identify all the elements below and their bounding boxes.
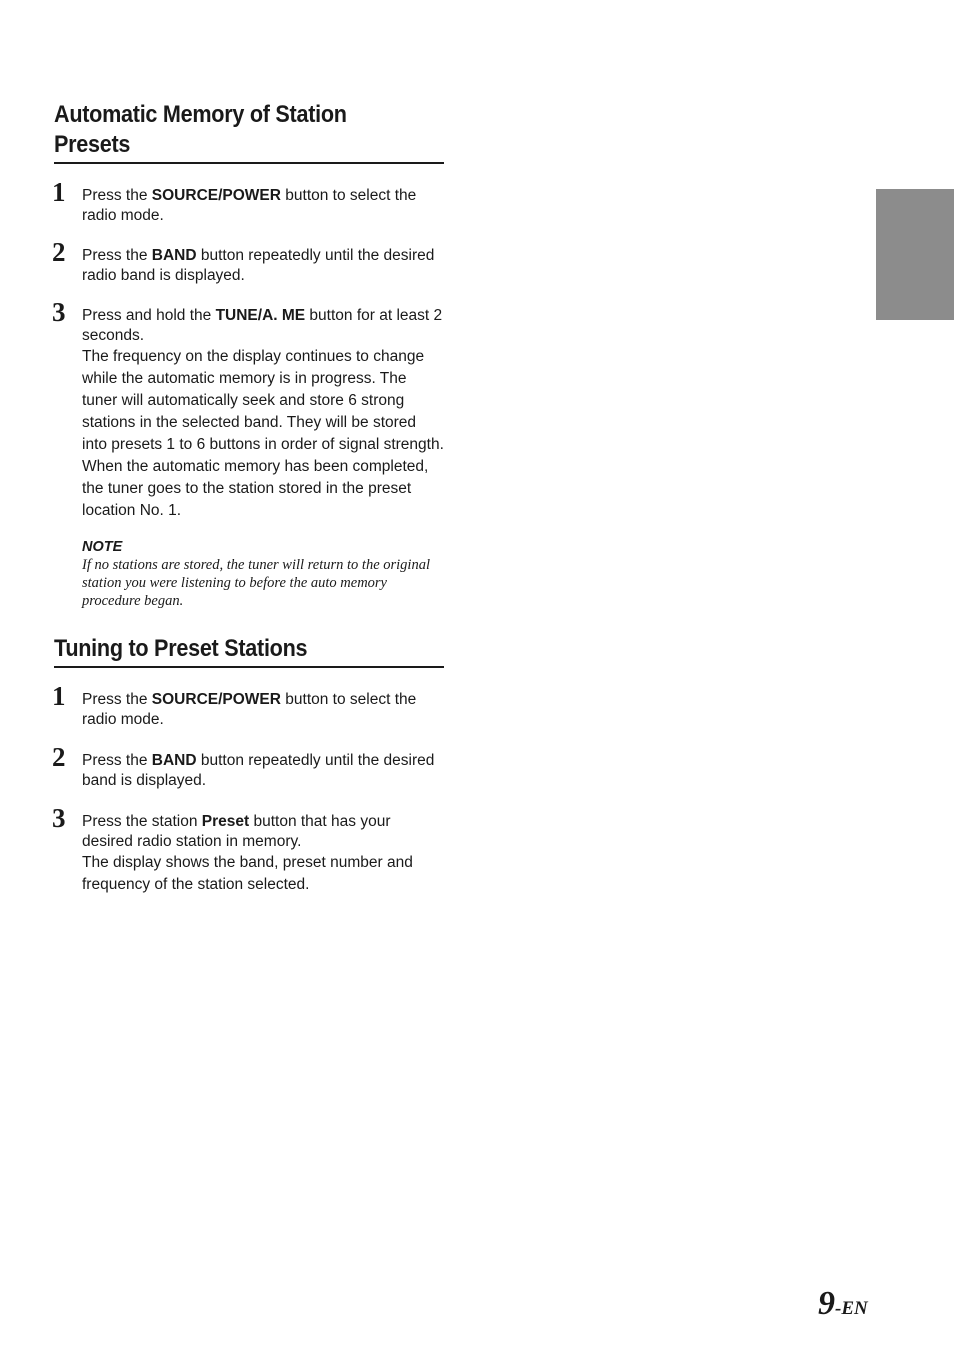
step-instruction: Press and hold the TUNE/A. ME button for at least 2 seconds. — [82, 307, 443, 344]
note-block — [54, 538, 444, 610]
step-number: 1 — [52, 681, 66, 711]
step-instruction: Press the BAND button repeatedly until the desired band is displayed. — [82, 752, 435, 789]
step-1 — [52, 681, 444, 730]
step-number: 1 — [52, 177, 66, 207]
step-number: 3 — [52, 297, 66, 327]
step-3 — [52, 297, 444, 522]
step-instruction: Press the BAND button repeatedly until the desired radio band is displayed. — [82, 247, 435, 284]
button-name: Preset — [201, 813, 250, 830]
content-column — [54, 100, 444, 896]
step-2 — [52, 742, 444, 791]
section-tab-marker — [876, 189, 954, 320]
step-description: When the automatic memory has been completed, the tuner goes to the station stored in the preset location No. 1. — [82, 458, 429, 519]
button-name: SOURCE/POWER — [151, 187, 281, 204]
section-automatic-memory — [54, 100, 444, 610]
button-name: BAND — [151, 752, 197, 769]
step-2 — [52, 237, 444, 286]
button-name: SOURCE/POWER — [151, 691, 281, 708]
section-title: Tuning to Preset Stations — [54, 635, 308, 662]
step-description: The frequency on the display continues to change while the automatic memory is in progress. The tuner will automatically seek and store 6 strong stations in the selected band. They will be stored into presets 1 to 6 buttons in order of signal strength. — [82, 348, 444, 453]
step-1 — [52, 177, 444, 226]
step-instruction: Press the station Preset button that has your desired radio station in memory. — [82, 813, 391, 850]
note-label: NOTE — [82, 539, 123, 555]
section-title: Automatic Memory of Station Presets — [54, 101, 347, 158]
button-name: TUNE/A. ME — [215, 307, 306, 324]
section-divider — [54, 666, 444, 668]
step-description: The display shows the band, preset number and frequency of the station selected. — [82, 854, 413, 893]
step-3 — [52, 803, 444, 896]
section-divider — [54, 162, 444, 164]
step-instruction: Press the SOURCE/POWER button to select the radio mode. — [82, 691, 417, 728]
button-name: BAND — [151, 247, 197, 264]
step-number: 2 — [52, 237, 66, 267]
step-instruction: Press the SOURCE/POWER button to select the radio mode. — [82, 187, 417, 224]
section-tuning-preset — [54, 634, 444, 896]
step-number: 3 — [52, 803, 66, 833]
page-number: 9-EN — [818, 1285, 868, 1322]
note-text: If no stations are stored, the tuner will return to the original station you were listening to before the auto memory procedure began. — [82, 557, 430, 609]
step-number: 2 — [52, 742, 66, 772]
